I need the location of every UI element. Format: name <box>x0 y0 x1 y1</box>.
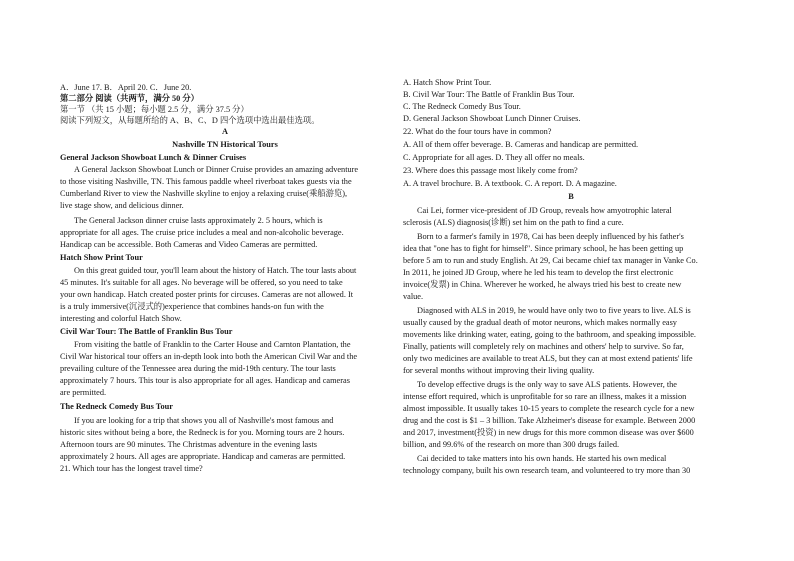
text-line: Finally, patients will completely rely on machines and others' help to survive. So far, <box>403 342 684 351</box>
instructions: 阅读下列短文，从每题所给的 A、B、C、D 四个选项中选出最佳选项。 <box>60 116 320 125</box>
q20-options: A．June 17. B．April 20. C．June 20. <box>60 83 192 92</box>
text-line: approximately 2 hours. All ages are appropriate. Handicap and cameras are permitted. <box>60 452 346 461</box>
q21-option-d: D. General Jackson Showboat Lunch Dinner Cruises. <box>403 114 581 123</box>
text-line: before 5 am to run and study English. At 29, Cai became chief tax manager in Vanke Co. <box>403 256 698 265</box>
q22-options-cd: C. Appropriate for all ages. D. They all offer no meals. <box>403 153 585 162</box>
text-line: for several months without improving their living quality. <box>403 366 595 375</box>
text-line: The General Jackson dinner cruise lasts approximately 2. 5 hours, which is <box>74 216 323 225</box>
q21-option-c: C. The Redneck Comedy Bus Tour. <box>403 102 521 111</box>
text-line: technology company, built his own research team, and volunteered to try more than 30 <box>403 466 691 475</box>
text-line: sclerosis (ALS) diagnosis(诊断) set him on the path to find a cure. <box>403 218 624 227</box>
text-line: invoice(发票) in China. Wherever he worked, he always tried his best to create new <box>403 280 682 289</box>
q21-option-b: B. Civil War Tour: The Battle of Franklin Bus Tour. <box>403 90 575 99</box>
text-line: To develop effective drugs is the only way to save ALS patients. However, the <box>417 380 677 389</box>
tour-heading-jackson: General Jackson Showboat Lunch & Dinner Cruises <box>60 153 247 162</box>
text-line: value. <box>403 292 424 301</box>
text-line: usually caused by the gradual death of motor neurons, which makes normally easy <box>403 318 677 327</box>
text-line: to those visiting Nashville, TN. This famous paddle wheel riverboat takes guests via the <box>60 177 352 186</box>
subsection-heading: 第一节 （共 15 小题；每小题 2.5 分，满分 37.5 分） <box>60 105 249 114</box>
text-line: approximately 7 hours. This tour is also appropriate for all ages. Handicap and cameras <box>60 376 350 385</box>
text-line: Cumberland River to view the Nashville skyline to enjoy a relaxing cruise(乘船游览), <box>60 189 348 198</box>
text-line: If you are looking for a trip that shows you all of Nashville's most famous and <box>74 416 334 425</box>
text-line: idea that "one has to fight for himself". Since primary school, he has been getting up <box>403 244 684 253</box>
text-line: intense effort required, which is unprofitable for so rare an illness, makes it a mission <box>403 392 687 401</box>
text-line: your own handicap. Hatch created poster prints for circuses. Cameras are not allowed. It <box>60 290 354 299</box>
text-line: Handicap can be accessible. Both Cameras and Video Cameras are permitted. <box>60 240 318 249</box>
q23-options: A. A travel brochure. B. A textbook. C. A report. D. A magazine. <box>403 179 617 188</box>
text-line: Born to a farmer's family in 1978, Cai has been deeply influenced by his father's <box>417 232 684 241</box>
text-line: live stage show, and delicious dinner. <box>60 201 184 210</box>
question-22: 22. What do the four tours have in common? <box>403 127 552 136</box>
text-line: A General Jackson Showboat Lunch or Dinner Cruise provides an amazing adventure <box>74 165 359 174</box>
text-line: movements like drinking water, eating, going to the bathroom, and speaking impossible. <box>403 330 696 339</box>
text-line: is a truly immersive(沉浸式的)experience that combines hands-on fun with the <box>60 302 324 311</box>
text-line: Diagnosed with ALS in 2019, he would have only two to five years to live. ALS is <box>417 306 691 315</box>
text-line: On this great guided tour, you'll learn about the history of Hatch. The tour lasts about <box>74 266 357 275</box>
text-line: billion, and 99.6% of the research on more than 300 drugs failed. <box>403 440 620 449</box>
text-line: Afternoon tours are 90 minutes. The Christmas adventure in the evening lasts <box>60 440 317 449</box>
text-line: appropriate for all ages. The cruise price includes a meal and non-alcoholic beverage. <box>60 228 344 237</box>
section-heading: 第二部分 阅读（共两节，满分 50 分） <box>60 94 199 103</box>
text-line: are permitted. <box>60 388 107 397</box>
text-line: Civil War historical tour offers an in-depth look into both the American Civil War and the <box>60 352 358 361</box>
q22-options-ab: A. All of them offer beverage. B. Cameras and handicap are permitted. <box>403 140 639 149</box>
passage-a-title: Nashville TN Historical Tours <box>172 140 278 149</box>
question-21: 21. Which tour has the longest travel time? <box>60 464 203 473</box>
text-line: In 2011, he joined JD Group, where he led his team to develop the first electronic <box>403 268 674 277</box>
tour-heading-redneck: The Redneck Comedy Bus Tour <box>60 402 173 411</box>
question-23: 23. Where does this passage most likely come from? <box>403 166 578 175</box>
text-line: prevailing culture of the Tennessee area during the mid-19th century. The tour lasts <box>60 364 336 373</box>
text-line: drug and the cost is $1 – 3 billion. Take Alzheimer's disease for example. Between 2000 <box>403 416 696 425</box>
text-line: only two medicines are available to treat ALS, but they can at most extend patients' life <box>403 354 693 363</box>
passage-a-label: A <box>222 127 228 136</box>
text-line: and 2017, investment(投资) in new drugs for this more common disease was over $600 <box>403 428 694 437</box>
text-line: almost impossible. It usually takes 10-15 years to complete the research cycle for a new <box>403 404 695 413</box>
text-line: From visiting the battle of Franklin to the Carter House and Carnton Plantation, the <box>74 340 351 349</box>
text-line: historic sites without being a bore, the Redneck is for you. Morning tours are 2 hours. <box>60 428 345 437</box>
passage-b-label: B <box>568 192 574 201</box>
tour-heading-hatch: Hatch Show Print Tour <box>60 253 143 262</box>
text-line: interesting and colorful Hatch Show. <box>60 314 182 323</box>
tour-heading-civil-war: Civil War Tour: The Battle of Franklin Bus Tour <box>60 327 233 336</box>
text-line: Cai Lei, former vice-president of JD Group, reveals how amyotrophic lateral <box>417 206 672 215</box>
text-line: Cai decided to take matters into his own hands. He started his own medical <box>417 454 667 463</box>
text-line: 45 minutes. It's suitable for all ages. No beverage will be offered, so you need to take <box>60 278 343 287</box>
q21-option-a: A. Hatch Show Print Tour. <box>403 78 492 87</box>
